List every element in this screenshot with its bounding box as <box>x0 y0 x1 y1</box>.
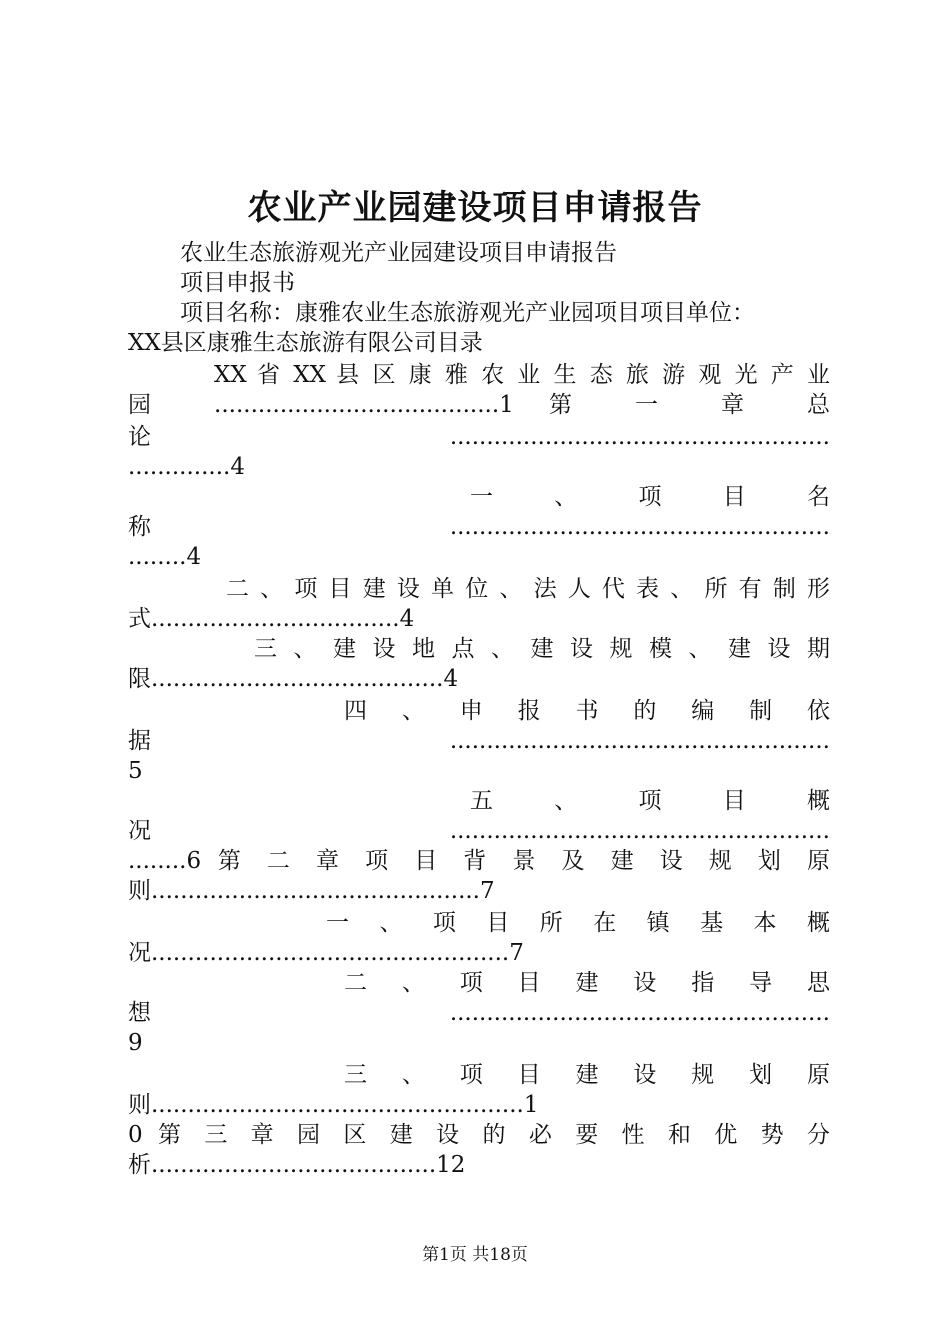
toc-line: 想.................................................... <box>128 1000 830 1026</box>
toc-line: 0 第 三 章 园 区 建 设 的 必 要 性 和 优 势 分 <box>128 1122 830 1148</box>
toc-line: 则...................................................1 <box>128 1092 539 1118</box>
toc-line: ........4 <box>128 544 202 570</box>
toc-line: 据.................................................... <box>128 728 830 754</box>
toc-line: 论.................................................... <box>128 424 830 450</box>
text-line: 项目名称：康雅农业生态旅游观光产业园项目项目单位： <box>180 300 755 326</box>
toc-line: 五 、 项 目 概 <box>470 788 830 814</box>
toc-line: 三 、 建 设 地 点 、 建 设 规 模 、 建 设 期 <box>254 636 830 662</box>
toc-line: 称.................................................... <box>128 514 830 540</box>
toc-line: ........6 第 二 章 项 目 背 景 及 建 设 规 划 原 <box>128 848 830 874</box>
toc-line: 一 、 项 目 名 <box>470 484 830 510</box>
document-title: 农业产业园建设项目申请报告 <box>247 188 703 228</box>
toc-line: 园 .......................................1 第 一 章 总 <box>128 392 830 418</box>
page-number-footer: 第1页 共18页 <box>422 1245 528 1265</box>
toc-line: 式..................................4 <box>128 606 415 632</box>
toc-line: 四 、 申 报 书 的 编 制 依 <box>344 698 830 724</box>
toc-line: 一 、 项 目 所 在 镇 基 本 概 <box>326 910 830 936</box>
toc-line: 三 、 项 目 建 设 规 划 原 <box>344 1062 830 1088</box>
toc-line: 况.................................................... <box>128 818 830 844</box>
text-line: 项目申报书 <box>180 270 295 296</box>
toc-line: 则.............................................7 <box>128 878 495 904</box>
toc-line: 9 <box>128 1030 143 1056</box>
toc-line: XX 省 XX 县 区 康 雅 农 业 生 态 旅 游 观 光 产 业 <box>214 362 830 388</box>
toc-line: ..............4 <box>128 454 245 480</box>
toc-line: 5 <box>128 758 143 784</box>
toc-line: 二 、 项 目 建 设 指 导 思 <box>344 970 830 996</box>
toc-line: 二 、 项 目 建 设 单 位 、 法 人 代 表 、 所 有 制 形 <box>226 576 830 602</box>
subtitle-line: 农业生态旅游观光产业园建设项目申请报告 <box>180 240 617 266</box>
toc-line: 况.................................................7 <box>128 940 524 966</box>
toc-line: 限........................................4 <box>128 666 459 692</box>
toc-line: 析.......................................12 <box>128 1152 466 1178</box>
text-line: XX县区康雅生态旅游有限公司目录 <box>128 330 483 356</box>
